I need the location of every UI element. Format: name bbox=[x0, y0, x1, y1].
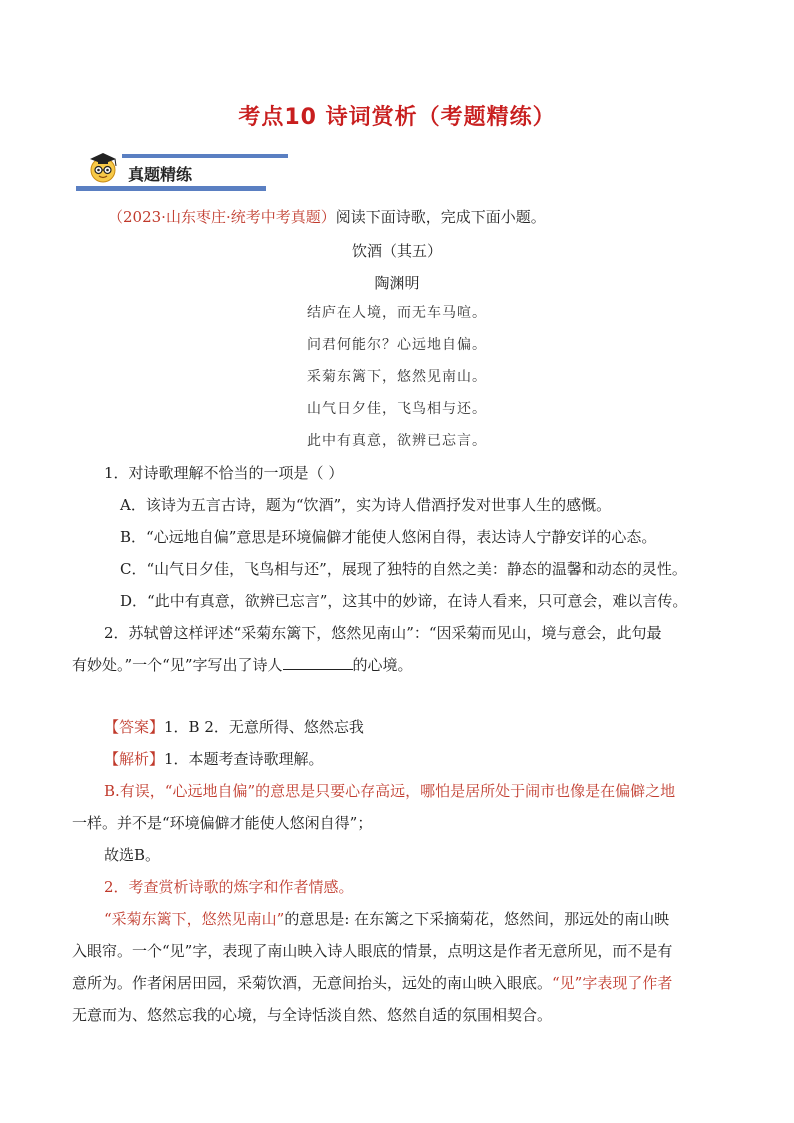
header-bar-bottom bbox=[76, 186, 266, 191]
analysis-line bbox=[104, 748, 324, 770]
page-title: 考点10 诗词赏析（考题精练） bbox=[238, 105, 556, 130]
analysis-para-line2: 入眼帘。一个“见”字，表现了南山映入诗人眼底的情景，点明这是作者无意所见，而不是有 bbox=[72, 942, 673, 960]
option-c: C．“山气日夕佳，飞鸟相与还”，展现了独特的自然之美：静态的温馨和动态的灵性。 bbox=[120, 560, 687, 578]
option-a: A．该诗为五言古诗，题为“饮酒”，实为诗人借酒抒发对世事人生的感慨。 bbox=[120, 496, 612, 514]
exam-source: （2023·山东枣庄·统考中考真题） bbox=[108, 208, 336, 226]
option-b: B．“心远地自偏”意思是环境偏僻才能使人悠闲自得，表达诗人宁静安详的心态。 bbox=[120, 528, 657, 546]
poem-quote: “采菊东篱下，悠然见南山” bbox=[104, 910, 285, 928]
poem-title: 饮酒（其五） bbox=[351, 242, 442, 260]
option-d: D．“此中有真意，欲辨已忘言”，这其中的妙谛，在诗人看来，只可意会，难以言传。 bbox=[120, 592, 688, 610]
analysis-choose: 故选B。 bbox=[104, 846, 161, 864]
poem-line: 结庐在人境，而无车马喧。 bbox=[307, 305, 487, 321]
section-header bbox=[76, 150, 266, 196]
analysis-para-line3: 意所为。作者闲居田园，采菊饮酒，无意间抬头，远处的南山映入眼底。“见”字表现了作者 bbox=[72, 974, 673, 992]
analysis-para-line4: 无意而为、悠然忘我的心境，与全诗恬淡自然、悠然自适的氛围相契合。 bbox=[72, 1006, 553, 1024]
section-label: 真题精练 bbox=[128, 165, 193, 184]
poem-line: 山气日夕佳，飞鸟相与还。 bbox=[307, 401, 487, 417]
question-2-line2: 有妙处。”一个“见”字写出了诗人 的心境。 bbox=[72, 656, 413, 674]
poem-line: 采菊东篱下，悠然见南山。 bbox=[307, 369, 487, 385]
poem-author: 陶渊明 bbox=[374, 274, 420, 292]
poem-line: 问君何能尔？心远地自偏。 bbox=[307, 337, 487, 353]
answer-text: 1．B 2．无意所得、悠然忘我 bbox=[164, 718, 364, 736]
header-bar-top bbox=[122, 154, 288, 158]
analysis-para-line1: “采菊东篱下，悠然见南山”的意思是: 在东篱之下采摘菊花，悠然间，那远处的南山映 bbox=[104, 910, 670, 928]
question-2-line1: 2．苏轼曾这样评述“采菊东篱下，悠然见南山”：“因采菊而见山，境与意会，此句最 bbox=[104, 624, 662, 642]
answer-line bbox=[104, 716, 364, 738]
analysis-label: 【解析】 bbox=[104, 750, 165, 768]
reading-instruction: 阅读下面诗歌，完成下面小题。 bbox=[335, 208, 546, 226]
poem-line: 此中有真意，欲辨已忘言。 bbox=[307, 433, 487, 449]
question-source-line bbox=[108, 206, 546, 228]
analysis-b-line2: 一样。并不是“环境偏僻才能使人悠闲自得”； bbox=[72, 814, 373, 832]
answer-label: 【答案】 bbox=[104, 718, 165, 736]
analysis-point-2: 2．考查赏析诗歌的炼字和作者情感。 bbox=[104, 878, 354, 896]
scholar-mascot-icon bbox=[86, 150, 120, 184]
analysis-b-line1: B.有误，“心远地自偏”的意思是只要心存高远，哪怕是居所处于闹市也像是在偏僻之地 bbox=[104, 782, 676, 800]
question-1-stem: 1．对诗歌理解不恰当的一项是（ ） bbox=[104, 464, 344, 482]
analysis-point-1: 1．本题考查诗歌理解。 bbox=[164, 750, 324, 768]
fill-in-blank bbox=[283, 655, 353, 670]
